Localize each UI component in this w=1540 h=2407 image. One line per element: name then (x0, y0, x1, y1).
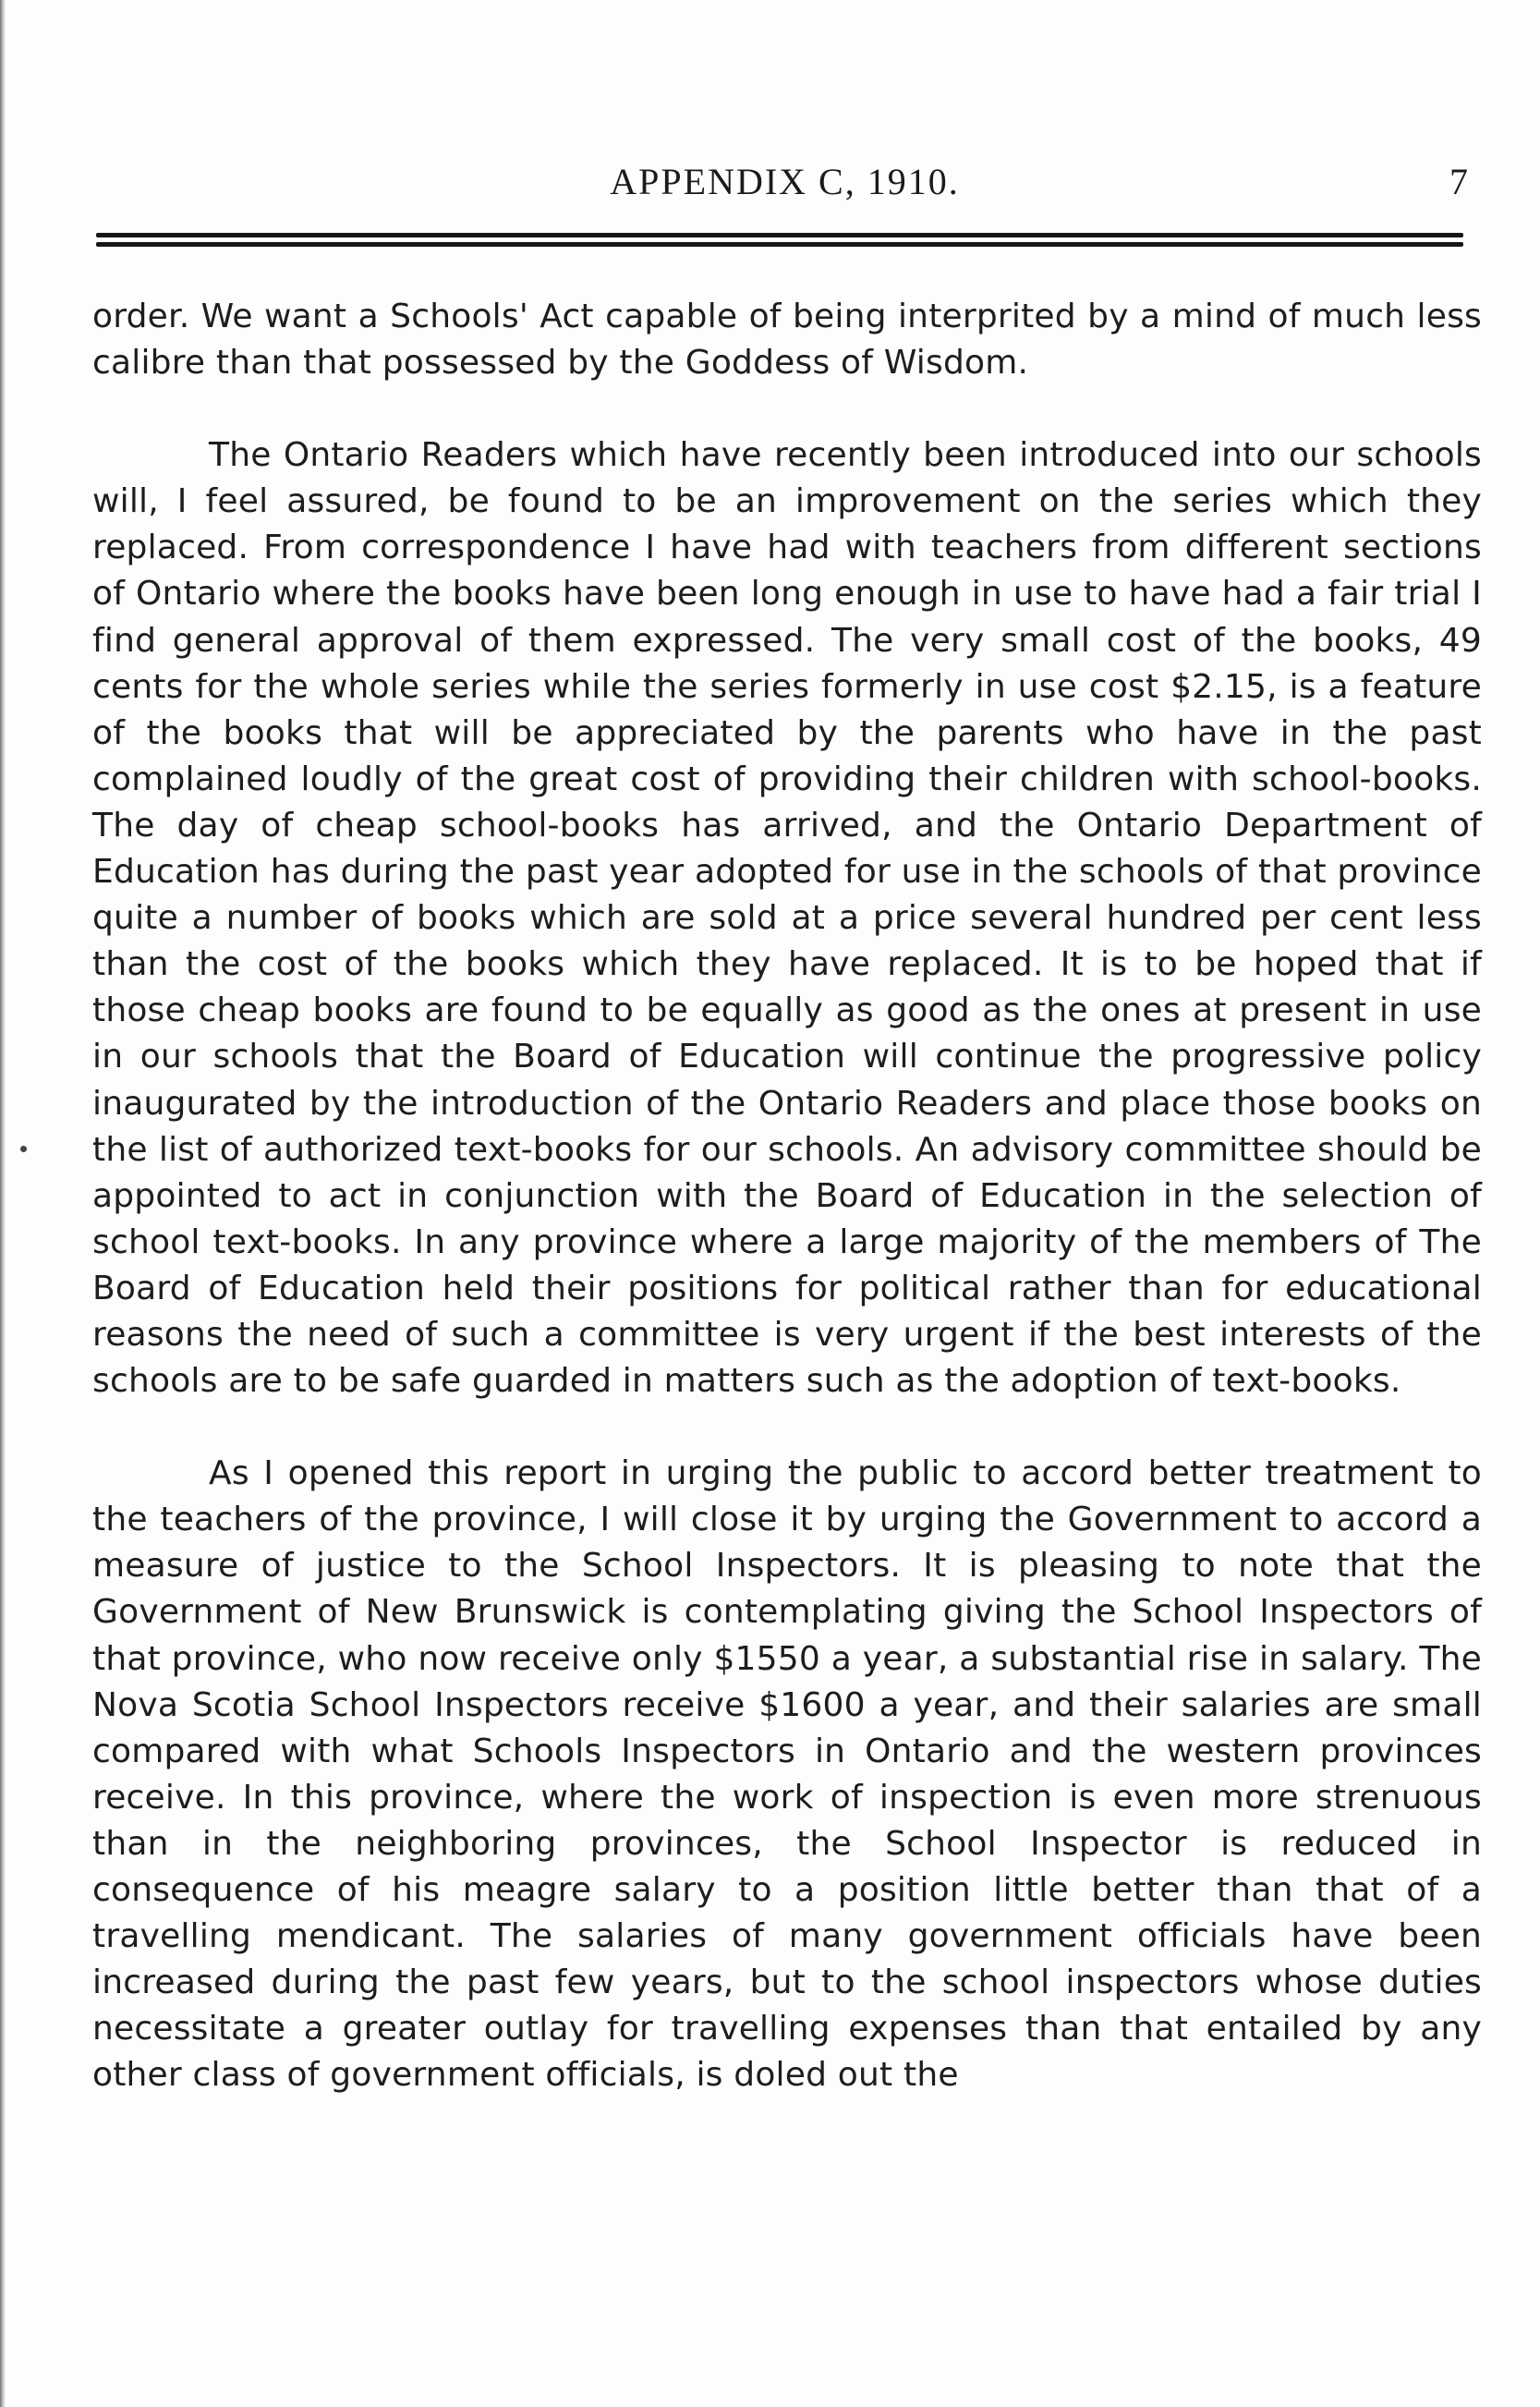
paragraph-3: As I opened this report in urging the public to accord better treatment to the teachers of the province, I will close it by urging the Government to accord a measure of justice to the School Inspectors. It is pleasing to note that the Government of New Brunswick is contemplating giving the School Inspectors of that province, who now receive only $1550 a year, a substantial rise in salary. The Nova Scotia School Inspectors receive $1600 a year, and their salaries are small compared with what Schools Inspectors in Ontario and the western provinces receive. In this province, where the work of inspection is even more strenuous than in the neighboring provinces, the School Inspector is reduced in consequence of his meagre salary to a position little better than that of a travelling mendicant. The salaries of many government officials have been increased during the past few years, but to the school inspectors whose duties necessitate a greater outlay for travelling expenses than that entailed by any other class of government officials, is doled out the (92, 1454, 1482, 2095)
print-speck (20, 1146, 27, 1152)
paragraph-spacing (92, 386, 1482, 432)
header-rule-lower (96, 242, 1463, 247)
paragraph-1: order. We want a Schools' Act capable of being interprited by a mind of much less calibre than that possessed by the Goddess of Wisdom. (92, 298, 1482, 383)
page-binding-edge (0, 0, 6, 2407)
paragraph-2: The Ontario Readers which have recently been introduced into our schools will, I feel assured, be found to be an improvement on the series which they replaced. From correspondence I have had with teachers from different sections of Ontario where the books have been long enough in use to have had a fair trial I find general approval of them expressed. The very small cost of the books, 49 cents for the whole series while the series formerly in use cost $2.15, is a feature of the books that will be appreciated by the parents who have in the past complained loudly of the great cost of providing their children with school-books. The day of cheap school-books has arrived, and the Ontario Department of Education has during the past year adopted for use in the schools of that province quite a number of books which are sold at a price several hundred per cent less than the cost of the books which they have replaced. It is to be hoped that if those cheap books are found to be equally as good as the ones at present in use in our schools that the Board of Education will continue the progressive policy inaugurated by the introduction of the Ontario Readers and place those books on the list of authorized text-books for our schools. An advisory committee should be appointed to act in conjunction with the Board of Education in the selection of school text-books. In any province where a large majority of the members of The Board of Education held their positions for political rather than for educational reasons the need of such a committee is very urgent if the best interests of the schools are to be safe guarded in matters such as the adoption of text-books. (92, 436, 1482, 1401)
paragraph-spacing (92, 1404, 1482, 1451)
body-text (92, 294, 1482, 2098)
page-number: 7 (1449, 161, 1468, 202)
header-rule-upper (96, 233, 1463, 237)
header-double-rule (96, 233, 1463, 253)
running-header (92, 159, 1477, 213)
running-title: APPENDIX C, 1910. (610, 161, 960, 202)
